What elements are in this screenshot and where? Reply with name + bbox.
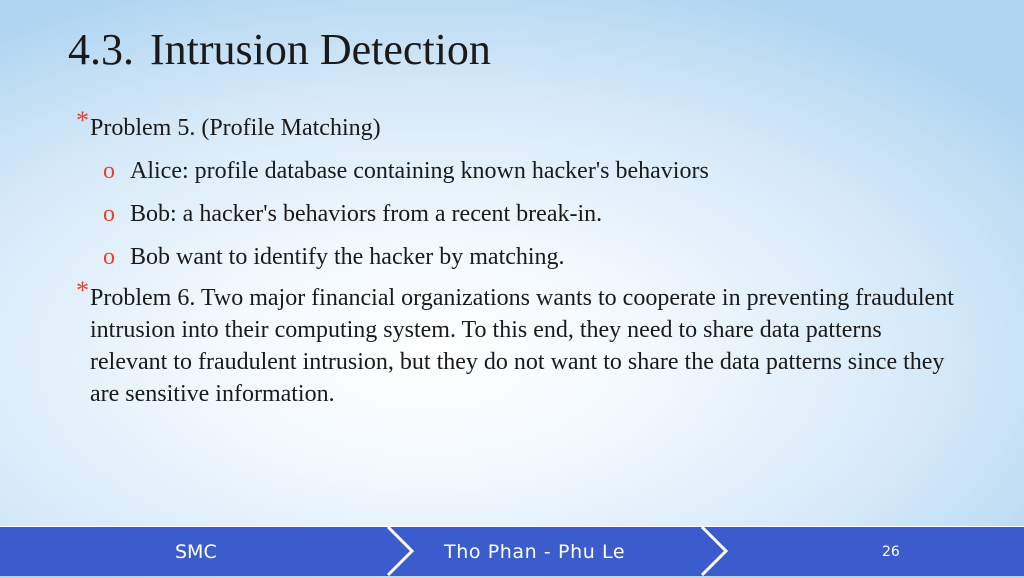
asterisk-bullet-icon: *	[76, 276, 89, 305]
hollow-circle-bullet-icon: o	[103, 158, 115, 184]
bullet-problem-6-text: Problem 6. Two major financial organizations wants to cooperate in preventing fraudulent intrusion into their computing system. To this end, they need to share data patterns relevant to fraudulent intrusion, but they do not want to share the data patterns since they are sensitive information.	[90, 285, 954, 407]
bullet-problem-6	[76, 276, 956, 410]
slide-title-text: Intrusion Detection	[150, 25, 491, 74]
slide-content	[76, 106, 956, 416]
sub-bullet-matching	[76, 241, 956, 273]
hollow-circle-bullet-icon: o	[103, 244, 115, 270]
sub-bullet-text: Alice: profile database containing known hacker's behaviors	[130, 158, 709, 184]
bullet-problem-5-text: Problem 5. (Profile Matching)	[90, 115, 381, 141]
footer-bar	[0, 526, 1024, 576]
sub-bullet-bob	[76, 198, 956, 230]
sub-bullet-text: Bob want to identify the hacker by matching.	[130, 244, 565, 270]
sub-bullet-text: Bob: a hacker's behaviors from a recent break-in.	[130, 201, 603, 227]
sub-bullet-alice	[76, 155, 956, 187]
slide-title-number: 4.3.	[68, 25, 134, 74]
asterisk-bullet-icon: *	[76, 106, 89, 135]
hollow-circle-bullet-icon: o	[103, 201, 115, 227]
bullet-problem-5	[76, 106, 956, 144]
footer-author-label: Tho Phan - Phu Le	[444, 541, 626, 563]
footer-page-number: 26	[882, 544, 900, 560]
slide-title	[68, 22, 491, 78]
footer-left-label: SMC	[175, 541, 217, 563]
